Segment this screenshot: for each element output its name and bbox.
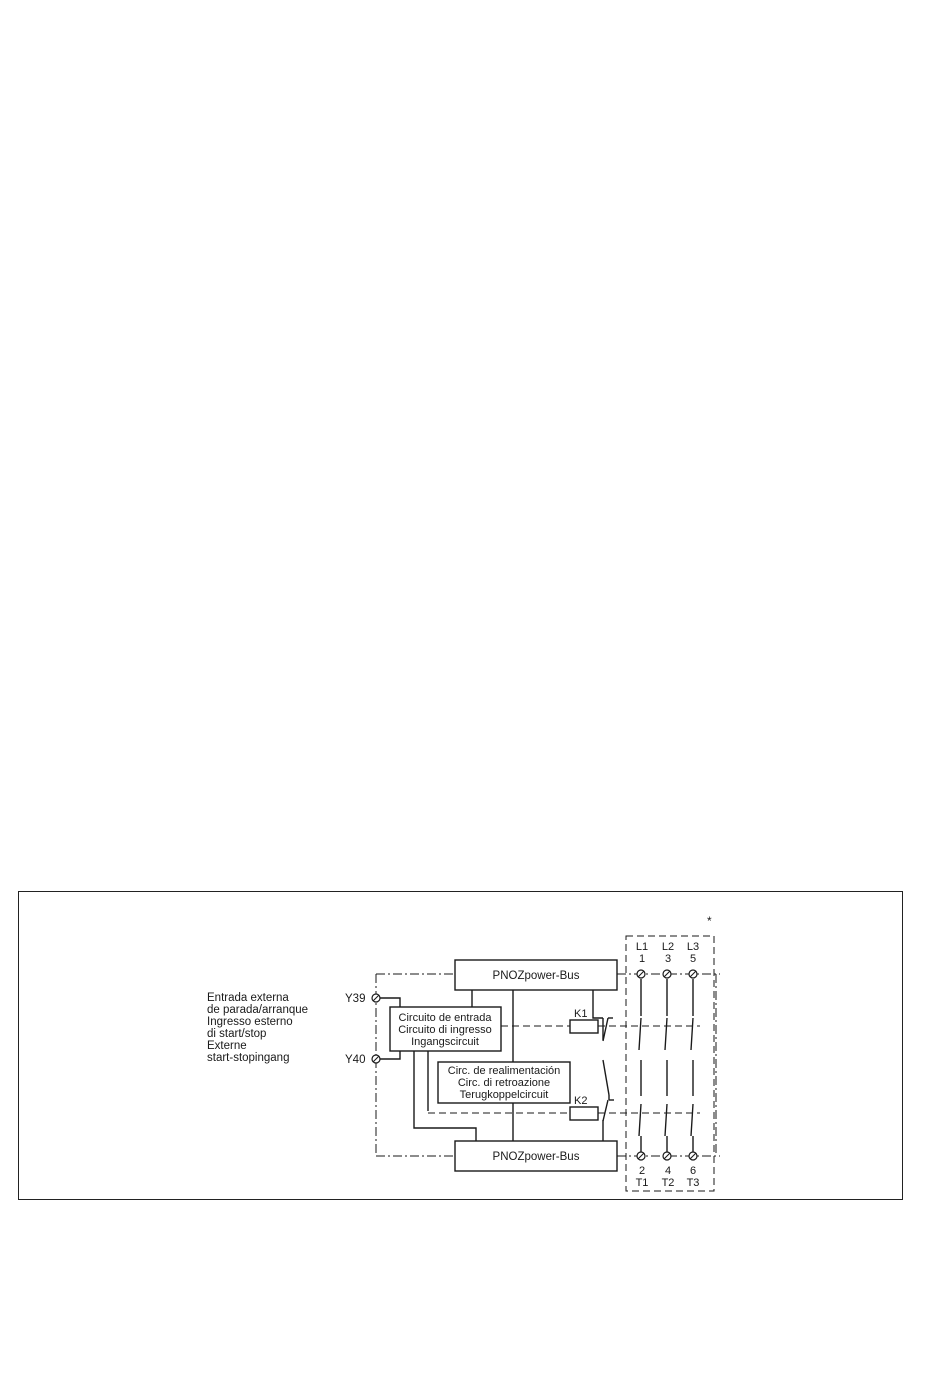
terminal-t3-phase: T3 [686, 1177, 700, 1189]
terminal-l3-number: 5 [689, 953, 697, 965]
external-input-line-4: di start/stop [207, 1028, 267, 1040]
terminal-y39-label: Y39 [345, 993, 366, 1005]
external-input-line-2: de parada/arranque [207, 1004, 309, 1016]
feedback-circuit-line-2: Circ. di retroazione [457, 1077, 551, 1089]
input-circuit-line-3: Ingangscircuit [411, 1036, 479, 1048]
footnote-marker: * [707, 914, 712, 928]
terminal-l3-phase: L3 [686, 941, 700, 953]
input-circuit-line-2: Circuito di ingresso [398, 1024, 492, 1036]
bus-bottom-label: PNOZpower-Bus [492, 1151, 580, 1163]
terminal-t2-number: 4 [664, 1165, 672, 1177]
terminal-t2-phase: T2 [661, 1177, 675, 1189]
terminal-l1-phase: L1 [635, 941, 649, 953]
external-input-line-6: start-stopingang [207, 1052, 290, 1064]
feedback-circuit-line-3: Terugkoppelcircuit [459, 1089, 549, 1101]
terminal-t1-number: 2 [638, 1165, 646, 1177]
input-circuit-line-1: Circuito de entrada [398, 1012, 492, 1024]
external-input-line-3: Ingresso esterno [207, 1016, 293, 1028]
relay-k2-label: K2 [574, 1095, 588, 1107]
external-input-line-5: Externe [207, 1040, 247, 1052]
bus-top-label: PNOZpower-Bus [492, 970, 580, 982]
terminal-l2-number: 3 [664, 953, 672, 965]
terminal-t1-phase: T1 [635, 1177, 649, 1189]
terminal-y40-label: Y40 [345, 1054, 366, 1066]
external-input-line-1: Entrada externa [207, 992, 289, 1004]
terminal-l1-number: 1 [638, 953, 646, 965]
terminal-l2-phase: L2 [661, 941, 675, 953]
feedback-circuit-line-1: Circ. de realimentación [447, 1065, 561, 1077]
relay-k1-label: K1 [574, 1008, 588, 1020]
terminal-t3-number: 6 [689, 1165, 697, 1177]
diagram-frame [18, 891, 903, 1200]
